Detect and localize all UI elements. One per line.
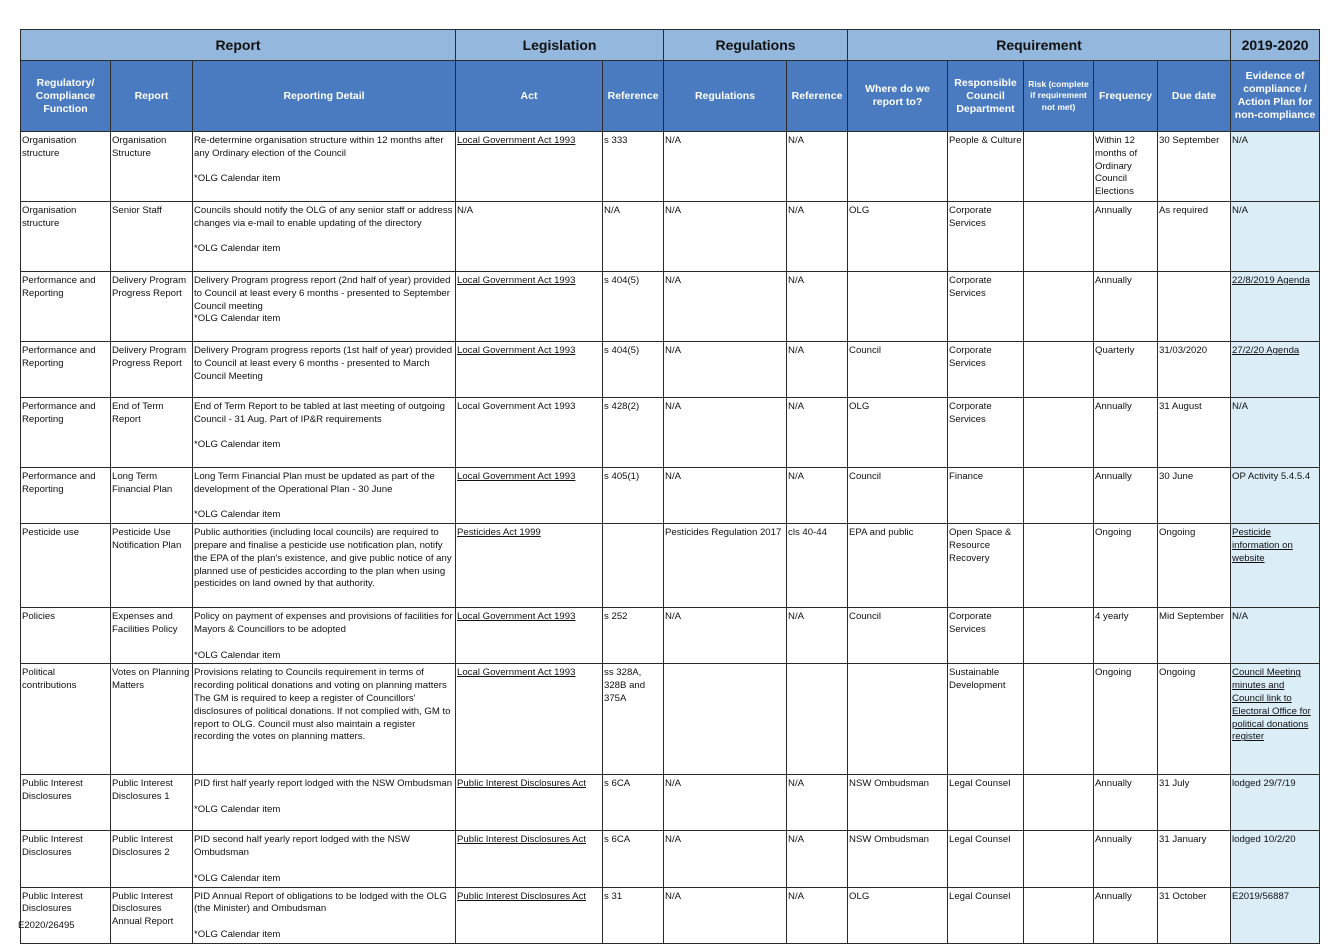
cell-department: Open Space & Resource Recovery: [948, 524, 1024, 608]
cell-regulations: N/A: [664, 202, 787, 272]
table-row: [21, 202, 1320, 272]
cell-reg-reference: N/A: [787, 398, 848, 468]
cell-report: End of Term Report: [111, 398, 193, 468]
cell-function: Public Interest Disclosures: [21, 887, 111, 943]
table-row: [21, 524, 1320, 608]
cell-act[interactable]: Local Government Act 1993: [456, 132, 603, 202]
cell-risk: [1024, 608, 1094, 664]
table-row: [21, 342, 1320, 398]
cell-report: Public Interest Disclosures Annual Report: [111, 887, 193, 943]
cell-detail: Policy on payment of expenses and provisions of facilities for Mayors & Councillors to be adopted *OLG Calendar item: [193, 608, 456, 664]
group-header-row: [21, 30, 1320, 61]
cell-evidence: E2019/56887: [1231, 887, 1320, 943]
cell-report: Senior Staff: [111, 202, 193, 272]
col-header-evidence: Evidence of compliance / Action Plan for non-compliance: [1231, 61, 1320, 132]
cell-due-date: Ongoing: [1158, 664, 1231, 775]
cell-risk: [1024, 202, 1094, 272]
cell-department: Corporate Services: [948, 398, 1024, 468]
cell-report: Delivery Program Progress Report: [111, 342, 193, 398]
cell-function: Performance and Reporting: [21, 398, 111, 468]
cell-function: Pesticide use: [21, 524, 111, 608]
cell-regulations: N/A: [664, 132, 787, 202]
col-header-risk: Risk (complete if requirement not met): [1024, 61, 1094, 132]
cell-evidence: OP Activity 5.4.5.4: [1231, 468, 1320, 524]
cell-reg-reference: N/A: [787, 132, 848, 202]
cell-department: Corporate Services: [948, 272, 1024, 342]
cell-regulations: N/A: [664, 887, 787, 943]
cell-act-reference: s 404(5): [603, 342, 664, 398]
cell-regulations: N/A: [664, 831, 787, 887]
cell-act[interactable]: Local Government Act 1993: [456, 608, 603, 664]
cell-where: [848, 664, 948, 775]
cell-where: OLG: [848, 887, 948, 943]
cell-function: Performance and Reporting: [21, 342, 111, 398]
cell-act-reference: s 405(1): [603, 468, 664, 524]
col-header-due-date: Due date: [1158, 61, 1231, 132]
cell-act[interactable]: Public Interest Disclosures Act: [456, 887, 603, 943]
cell-act[interactable]: Local Government Act 1993: [456, 664, 603, 775]
cell-where: NSW Ombudsman: [848, 775, 948, 831]
cell-frequency: 4 yearly: [1094, 608, 1158, 664]
cell-where: [848, 272, 948, 342]
cell-act[interactable]: Pesticides Act 1999: [456, 524, 603, 608]
cell-reg-reference: N/A: [787, 831, 848, 887]
cell-department: People & Culture: [948, 132, 1024, 202]
cell-act[interactable]: Local Government Act 1993: [456, 468, 603, 524]
cell-function: Organisation structure: [21, 132, 111, 202]
col-header-department: Responsible Council Department: [948, 61, 1024, 132]
cell-frequency: Within 12 months of Ordinary Council Elections: [1094, 132, 1158, 202]
table-row: [21, 272, 1320, 342]
table-row: [21, 831, 1320, 887]
cell-frequency: Annually: [1094, 468, 1158, 524]
cell-risk: [1024, 132, 1094, 202]
cell-due-date: 31 October: [1158, 887, 1231, 943]
cell-frequency: Annually: [1094, 831, 1158, 887]
cell-act-reference: s 31: [603, 887, 664, 943]
cell-regulations: N/A: [664, 398, 787, 468]
group-header-report: Report: [21, 30, 456, 61]
cell-risk: [1024, 775, 1094, 831]
col-header-detail: Reporting Detail: [193, 61, 456, 132]
cell-function: Political contributions: [21, 664, 111, 775]
cell-act: Local Government Act 1993: [456, 398, 603, 468]
col-header-reg-reference: Reference: [787, 61, 848, 132]
table-row: [21, 468, 1320, 524]
cell-regulations: N/A: [664, 468, 787, 524]
cell-detail: PID first half yearly report lodged with the NSW Ombudsman *OLG Calendar item: [193, 775, 456, 831]
cell-where: NSW Ombudsman: [848, 831, 948, 887]
cell-act-reference: N/A: [603, 202, 664, 272]
cell-act-reference: [603, 524, 664, 608]
cell-where: EPA and public: [848, 524, 948, 608]
col-header-regulations: Regulations: [664, 61, 787, 132]
cell-department: Finance: [948, 468, 1024, 524]
cell-risk: [1024, 468, 1094, 524]
table-row: [21, 608, 1320, 664]
cell-report: Votes on Planning Matters: [111, 664, 193, 775]
cell-detail: Long Term Financial Plan must be updated as part of the development of the Operational Plan - 30 June *OLG Calendar item: [193, 468, 456, 524]
col-header-report: Report: [111, 61, 193, 132]
cell-report: Pesticide Use Notification Plan: [111, 524, 193, 608]
cell-where: OLG: [848, 398, 948, 468]
cell-department: Sustainable Development: [948, 664, 1024, 775]
cell-evidence[interactable]: 22/8/2019 Agenda: [1231, 272, 1320, 342]
cell-where: Council: [848, 608, 948, 664]
cell-act-reference: s 404(5): [603, 272, 664, 342]
cell-regulations: N/A: [664, 342, 787, 398]
cell-reg-reference: N/A: [787, 608, 848, 664]
cell-report: Expenses and Facilities Policy: [111, 608, 193, 664]
col-header-frequency: Frequency: [1094, 61, 1158, 132]
cell-act[interactable]: Local Government Act 1993: [456, 342, 603, 398]
cell-detail: End of Term Report to be tabled at last meeting of outgoing Council - 31 Aug. Part of IP&R requirements *OLG Calendar item: [193, 398, 456, 468]
cell-risk: [1024, 272, 1094, 342]
cell-frequency: Ongoing: [1094, 664, 1158, 775]
cell-frequency: Annually: [1094, 272, 1158, 342]
col-header-act-reference: Reference: [603, 61, 664, 132]
cell-reg-reference: N/A: [787, 775, 848, 831]
cell-detail: Re-determine organisation structure within 12 months after any Ordinary election of the Council *OLG Calendar item: [193, 132, 456, 202]
table-row: [21, 887, 1320, 943]
cell-due-date: 31 July: [1158, 775, 1231, 831]
cell-due-date: 30 September: [1158, 132, 1231, 202]
cell-reg-reference: N/A: [787, 202, 848, 272]
cell-regulations: N/A: [664, 775, 787, 831]
cell-function: Performance and Reporting: [21, 272, 111, 342]
cell-detail: Delivery Program progress reports (1st half of year) provided to Council at least every 6 months - presented to March Council Meeting: [193, 342, 456, 398]
cell-reg-reference: N/A: [787, 887, 848, 943]
cell-frequency: Quarterly: [1094, 342, 1158, 398]
cell-frequency: Annually: [1094, 202, 1158, 272]
cell-department: Corporate Services: [948, 342, 1024, 398]
cell-act: N/A: [456, 202, 603, 272]
cell-evidence: N/A: [1231, 132, 1320, 202]
cell-department: Legal Counsel: [948, 831, 1024, 887]
cell-function: Public Interest Disclosures: [21, 775, 111, 831]
group-header-regulations: Regulations: [664, 30, 848, 61]
cell-risk: [1024, 664, 1094, 775]
table-body: [21, 132, 1320, 944]
cell-act-reference: s 333: [603, 132, 664, 202]
cell-department: Legal Counsel: [948, 887, 1024, 943]
cell-act[interactable]: Public Interest Disclosures Act: [456, 831, 603, 887]
cell-evidence: N/A: [1231, 608, 1320, 664]
cell-risk: [1024, 831, 1094, 887]
cell-evidence[interactable]: Pesticide information on website: [1231, 524, 1320, 608]
cell-report: Public Interest Disclosures 2: [111, 831, 193, 887]
cell-report: Organisation Structure: [111, 132, 193, 202]
cell-function: Policies: [21, 608, 111, 664]
cell-detail: Public authorities (including local councils) are required to prepare and finalise a pesticide use notification plan, notify the EPA of the plan's existence, and give public notice of any planned use of pesticides according to the plan when using pesticides on land owned by that authority.: [193, 524, 456, 608]
cell-act[interactable]: Local Government Act 1993: [456, 272, 603, 342]
col-header-where: Where do we report to?: [848, 61, 948, 132]
cell-evidence[interactable]: 27/2/20 Agenda: [1231, 342, 1320, 398]
cell-reg-reference: [787, 664, 848, 775]
cell-due-date: 31 January: [1158, 831, 1231, 887]
cell-evidence: N/A: [1231, 202, 1320, 272]
cell-act[interactable]: Public Interest Disclosures Act: [456, 775, 603, 831]
cell-report: Delivery Program Progress Report: [111, 272, 193, 342]
cell-reg-reference: cls 40-44: [787, 524, 848, 608]
table-row: [21, 398, 1320, 468]
cell-reg-reference: N/A: [787, 468, 848, 524]
table-row: [21, 132, 1320, 202]
cell-due-date: 30 June: [1158, 468, 1231, 524]
cell-function: Organisation structure: [21, 202, 111, 272]
group-header-year: 2019-2020: [1231, 30, 1320, 61]
cell-due-date: Mid September: [1158, 608, 1231, 664]
col-header-act: Act: [456, 61, 603, 132]
cell-due-date: As required: [1158, 202, 1231, 272]
cell-reg-reference: N/A: [787, 342, 848, 398]
document-id: E2020/26495: [18, 920, 75, 931]
cell-detail: Delivery Program progress report (2nd half of year) provided to Council at least every 6 months - presented to September Council meeting *OLG Calendar item: [193, 272, 456, 342]
group-header-legislation: Legislation: [456, 30, 664, 61]
cell-risk: [1024, 398, 1094, 468]
group-header-requirement: Requirement: [848, 30, 1231, 61]
cell-due-date: 31 August: [1158, 398, 1231, 468]
cell-detail: PID Annual Report of obligations to be lodged with the OLG (the Minister) and Ombudsman *OLG Calendar item: [193, 887, 456, 943]
cell-frequency: Annually: [1094, 398, 1158, 468]
cell-act-reference: s 6CA: [603, 831, 664, 887]
cell-where: Council: [848, 468, 948, 524]
cell-where: OLG: [848, 202, 948, 272]
cell-evidence: lodged 29/7/19: [1231, 775, 1320, 831]
cell-detail: PID second half yearly report lodged with the NSW Ombudsman *OLG Calendar item: [193, 831, 456, 887]
cell-evidence: N/A: [1231, 398, 1320, 468]
cell-regulations: [664, 664, 787, 775]
cell-frequency: Annually: [1094, 887, 1158, 943]
cell-regulations: N/A: [664, 272, 787, 342]
table-row: [21, 775, 1320, 831]
cell-function: Performance and Reporting: [21, 468, 111, 524]
cell-frequency: Annually: [1094, 775, 1158, 831]
cell-regulations: N/A: [664, 608, 787, 664]
cell-report: Public Interest Disclosures 1: [111, 775, 193, 831]
cell-frequency: Ongoing: [1094, 524, 1158, 608]
cell-risk: [1024, 524, 1094, 608]
cell-act-reference: s 6CA: [603, 775, 664, 831]
cell-detail: Councils should notify the OLG of any senior staff or address changes via e-mail to enable updating of the directory *OLG Calendar item: [193, 202, 456, 272]
cell-where: Council: [848, 342, 948, 398]
cell-risk: [1024, 887, 1094, 943]
cell-act-reference: s 428(2): [603, 398, 664, 468]
cell-department: Corporate Services: [948, 608, 1024, 664]
column-header-row: [21, 61, 1320, 132]
cell-act-reference: ss 328A, 328B and 375A: [603, 664, 664, 775]
cell-report: Long Term Financial Plan: [111, 468, 193, 524]
table-row: [21, 664, 1320, 775]
cell-act-reference: s 252: [603, 608, 664, 664]
cell-due-date: [1158, 272, 1231, 342]
compliance-table: [20, 29, 1320, 944]
cell-due-date: Ongoing: [1158, 524, 1231, 608]
cell-reg-reference: N/A: [787, 272, 848, 342]
cell-department: Legal Counsel: [948, 775, 1024, 831]
cell-risk: [1024, 342, 1094, 398]
cell-detail: Provisions relating to Councils requirement in terms of recording political donations and voting on planning matters The GM is required to keep a register of Councillors' disclosures of political donations. If not complied with, GM to report to OLG. Council must also maintain a register recording the votes on planning matters.: [193, 664, 456, 775]
cell-where: [848, 132, 948, 202]
cell-evidence[interactable]: Council Meeting minutes and Council link to Electoral Office for political donations register: [1231, 664, 1320, 775]
cell-regulations: Pesticides Regulation 2017: [664, 524, 787, 608]
col-header-function: Regulatory/ Compliance Function: [21, 61, 111, 132]
cell-department: Corporate Services: [948, 202, 1024, 272]
cell-function: Public Interest Disclosures: [21, 831, 111, 887]
cell-due-date: 31/03/2020: [1158, 342, 1231, 398]
cell-evidence: lodged 10/2/20: [1231, 831, 1320, 887]
